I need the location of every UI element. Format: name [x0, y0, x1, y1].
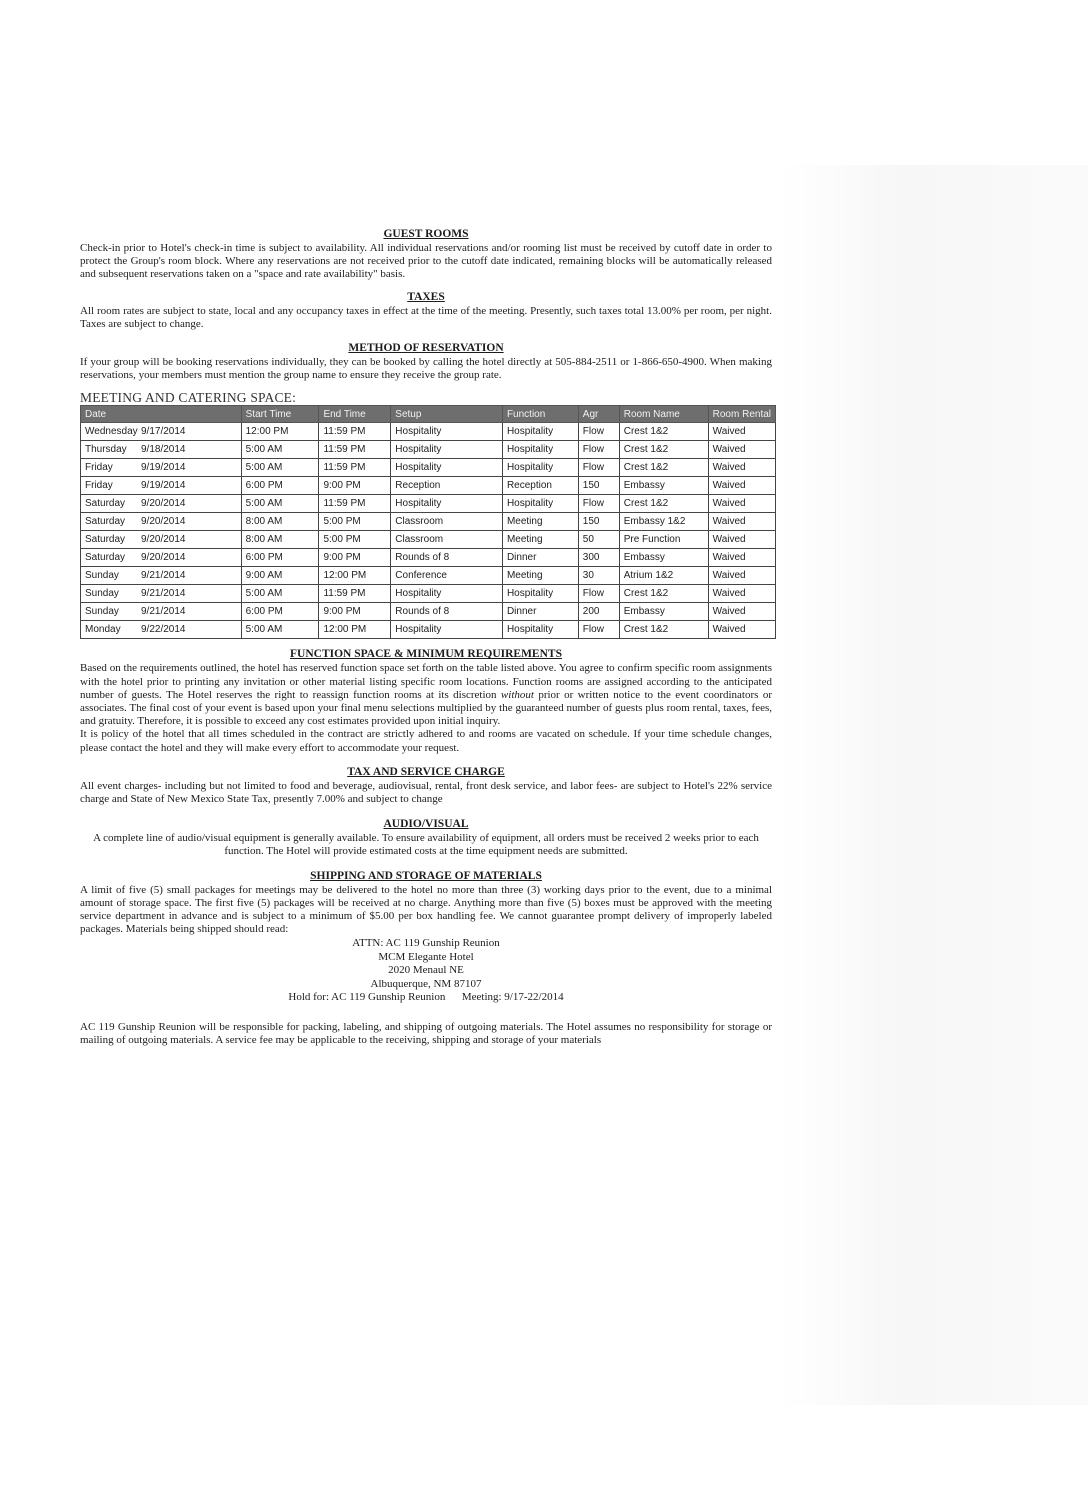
cell-day: Friday — [85, 480, 113, 492]
cell-agr: 200 — [578, 603, 619, 621]
guest-rooms-text: Check-in prior to Hotel's check-in time is subject to availability. All individual reservations and/or rooming list must be received by cutoff date in order to protect the Group's room block. Where any reservations are not received prior to the cutoff date indicated, remaining blocks will be automatically released and subsequent reservations taken on a "space and rate availability" basis. — [80, 242, 772, 281]
cell-room-name: Crest 1&2 — [619, 495, 708, 513]
cell-start-time: 6:00 PM — [241, 603, 319, 621]
cell-day: Saturday — [85, 498, 126, 510]
cell-room-rental: Waived — [708, 549, 775, 567]
cell-start-time: 6:00 PM — [241, 477, 319, 495]
cell-day: Wednesday — [85, 426, 138, 438]
table-row — [81, 603, 776, 621]
cell-end-time: 9:00 PM — [319, 549, 391, 567]
address-hold: Hold for: AC 119 Gunship Reunion Meeting: 9/17-22/2014 — [288, 991, 564, 1004]
cell-room-name: Embassy 1&2 — [619, 513, 708, 531]
cell-room-rental: Waived — [708, 585, 775, 603]
cell-end-time: 12:00 PM — [319, 621, 391, 639]
cell-date — [81, 549, 242, 567]
taxes-heading: TAXES — [407, 290, 445, 303]
cell-function: Hospitality — [502, 441, 578, 459]
cell-date-value: 9/20/2014 — [141, 552, 186, 564]
cell-setup: Rounds of 8 — [391, 603, 503, 621]
cell-agr: 300 — [578, 549, 619, 567]
function-space-policy: It is policy of the hotel that all times scheduled in the contract are strictly adhered to and rooms are vacated on schedule. If your time schedule changes, please contact the hotel and they will make every effort to accommodate your request. — [80, 728, 772, 754]
reservation-text: If your group will be booking reservations individually, they can be booked by calling the hotel directly at 505-884-2511 or 1-866-650-4900. When making reservations, your members must mention the group name to ensure they receive the group rate. — [80, 356, 772, 382]
cell-day: Saturday — [85, 552, 126, 564]
header-function: Function — [502, 406, 578, 423]
cell-agr: 30 — [578, 567, 619, 585]
cell-function: Hospitality — [502, 459, 578, 477]
cell-day: Sunday — [85, 588, 119, 600]
shipping-heading: SHIPPING AND STORAGE OF MATERIALS — [310, 869, 542, 882]
table-header-row — [81, 406, 776, 423]
cell-agr: 150 — [578, 477, 619, 495]
cell-start-time: 6:00 PM — [241, 549, 319, 567]
cell-room-rental: Waived — [708, 477, 775, 495]
cell-date-value: 9/20/2014 — [141, 516, 186, 528]
table-row — [81, 513, 776, 531]
cell-function: Meeting — [502, 513, 578, 531]
cell-agr: Flow — [578, 621, 619, 639]
cell-room-name: Atrium 1&2 — [619, 567, 708, 585]
cell-room-name: Embassy — [619, 603, 708, 621]
cell-date — [81, 495, 242, 513]
table-row — [81, 621, 776, 639]
table-row — [81, 531, 776, 549]
guest-rooms-heading: GUEST ROOMS — [383, 228, 469, 240]
cell-date — [81, 459, 242, 477]
header-room-name: Room Name — [619, 406, 708, 423]
table-row — [81, 549, 776, 567]
cell-day: Friday — [85, 462, 113, 474]
cell-room-rental: Waived — [708, 423, 775, 441]
audio-visual-text: A complete line of audio/visual equipment is generally available. To ensure availability of equipment, all orders must be received 2 weeks prior to each function. The Hotel will provide estimated costs at the time equipment needs are submitted. — [93, 832, 759, 858]
cell-agr: Flow — [578, 585, 619, 603]
cell-setup: Hospitality — [391, 423, 503, 441]
cell-room-rental: Waived — [708, 567, 775, 585]
cell-room-rental: Waived — [708, 603, 775, 621]
header-room-rental: Room Rental — [708, 406, 775, 423]
header-start-time: Start Time — [241, 406, 319, 423]
cell-room-name: Crest 1&2 — [619, 585, 708, 603]
function-space-text-a: Based on the requirements outlined, the hotel has reserved function space set forth on the table listed above. You agree to confirm specific room assignments with the hotel prior to printing any invitation or other material listing specific room locations. Function rooms are assigned according to the anticipated number of guests. The Hotel reserves the right to reassign function rooms at its discretion — [80, 662, 772, 701]
shipping-address — [80, 937, 772, 1004]
cell-end-time: 11:59 PM — [319, 423, 391, 441]
document-body — [80, 228, 772, 1047]
cell-date — [81, 441, 242, 459]
cell-room-rental: Waived — [708, 513, 775, 531]
taxes-text: All room rates are subject to state, local and any occupancy taxes in effect at the time of the meeting. Presently, such taxes total 13.00% per room, per night. Taxes are subject to change. — [80, 304, 772, 330]
address-attn: ATTN: AC 119 Gunship Reunion — [352, 937, 500, 950]
cell-end-time: 11:59 PM — [319, 441, 391, 459]
cell-end-time: 5:00 PM — [319, 531, 391, 549]
cell-room-name: Pre Function — [619, 531, 708, 549]
cell-end-time: 9:00 PM — [319, 477, 391, 495]
function-space-text-b: prior or written notice to the event coordinators or associates. The final cost of your event is based upon your final menu selections multiplied by the guaranteed number of guests plus room rental, taxes, fees, and gratuity. Therefore, it is possible to exceed any cost estimates provided upon initial inquiry. — [80, 688, 772, 728]
cell-date — [81, 603, 242, 621]
address-street: 2020 Menaul NE — [388, 964, 464, 977]
cell-room-name: Crest 1&2 — [619, 621, 708, 639]
cell-start-time: 9:00 AM — [241, 567, 319, 585]
cell-function: Reception — [502, 477, 578, 495]
cell-date-value: 9/19/2014 — [141, 462, 186, 474]
cell-date — [81, 513, 242, 531]
cell-setup: Classroom — [391, 513, 503, 531]
cell-start-time: 5:00 AM — [241, 495, 319, 513]
cell-date-value: 9/21/2014 — [141, 588, 186, 600]
cell-date-value: 9/19/2014 — [141, 480, 186, 492]
header-setup: Setup — [391, 406, 503, 423]
header-agr: Agr — [578, 406, 619, 423]
cell-agr: Flow — [578, 423, 619, 441]
cell-start-time: 5:00 AM — [241, 441, 319, 459]
cell-setup: Hospitality — [391, 441, 503, 459]
cell-function: Dinner — [502, 603, 578, 621]
cell-room-name: Crest 1&2 — [619, 441, 708, 459]
table-row — [81, 441, 776, 459]
cell-day: Sunday — [85, 606, 119, 618]
table-row — [81, 459, 776, 477]
cell-day: Sunday — [85, 570, 119, 582]
cell-end-time: 5:00 PM — [319, 513, 391, 531]
cell-end-time: 11:59 PM — [319, 585, 391, 603]
table-row — [81, 423, 776, 441]
cell-end-time: 9:00 PM — [319, 603, 391, 621]
cell-date-value: 9/20/2014 — [141, 498, 186, 510]
cell-day: Thursday — [85, 444, 127, 456]
cell-date-value: 9/18/2014 — [141, 444, 186, 456]
function-space-text — [80, 662, 772, 728]
cell-date — [81, 621, 242, 639]
cell-start-time: 12:00 PM — [241, 423, 319, 441]
cell-date-value: 9/17/2014 — [141, 426, 186, 438]
cell-day: Saturday — [85, 534, 126, 546]
cell-function: Hospitality — [502, 585, 578, 603]
table-row — [81, 495, 776, 513]
cell-agr: Flow — [578, 441, 619, 459]
cell-room-rental: Waived — [708, 441, 775, 459]
cell-setup: Rounds of 8 — [391, 549, 503, 567]
cell-room-rental: Waived — [708, 531, 775, 549]
table-row — [81, 567, 776, 585]
cell-date — [81, 567, 242, 585]
cell-setup: Reception — [391, 477, 503, 495]
cell-setup: Hospitality — [391, 585, 503, 603]
cell-function: Meeting — [502, 567, 578, 585]
cell-day: Saturday — [85, 516, 126, 528]
function-space-emphasis: without — [500, 688, 534, 701]
cell-end-time: 11:59 PM — [319, 495, 391, 513]
cell-setup: Hospitality — [391, 459, 503, 477]
meeting-catering-rows — [81, 423, 776, 639]
table-row — [81, 585, 776, 603]
cell-agr: 150 — [578, 513, 619, 531]
cell-date-value: 9/21/2014 — [141, 606, 186, 618]
cell-date — [81, 531, 242, 549]
cell-room-name: Embassy — [619, 477, 708, 495]
cell-start-time: 8:00 AM — [241, 513, 319, 531]
cell-room-rental: Waived — [708, 621, 775, 639]
cell-date — [81, 585, 242, 603]
address-city: Albuquerque, NM 87107 — [370, 977, 482, 990]
reservation-heading: METHOD OF RESERVATION — [348, 342, 504, 355]
cell-room-name: Crest 1&2 — [619, 423, 708, 441]
cell-room-rental: Waived — [708, 459, 775, 477]
audio-visual-heading: AUDIO/VISUAL — [383, 818, 469, 831]
cell-setup: Conference — [391, 567, 503, 585]
cell-end-time: 11:59 PM — [319, 459, 391, 477]
cell-date-value: 9/21/2014 — [141, 570, 186, 582]
cell-room-rental: Waived — [708, 495, 775, 513]
cell-setup: Classroom — [391, 531, 503, 549]
cell-date-value: 9/20/2014 — [141, 534, 186, 546]
tax-service-text: All event charges- including but not limited to food and beverage, audiovisual, rental, front desk service, and labor fees- are subject to Hotel's 22% service charge and State of New Mexico State Tax, presently 7.00% and subject to change — [80, 779, 772, 806]
cell-function: Dinner — [502, 549, 578, 567]
meeting-catering-table — [80, 405, 776, 639]
shipping-closing: AC 119 Gunship Reunion will be responsible for packing, labeling, and shipping of outgoing materials. The Hotel assumes no responsibility for storage or mailing of outgoing materials. A service fee may be applicable to the receiving, shipping and storage of your materials — [80, 1020, 772, 1046]
cell-date — [81, 423, 242, 441]
cell-setup: Hospitality — [391, 621, 503, 639]
cell-setup: Hospitality — [391, 495, 503, 513]
cell-room-name: Crest 1&2 — [619, 459, 708, 477]
cell-function: Hospitality — [502, 423, 578, 441]
cell-agr: Flow — [578, 459, 619, 477]
cell-date — [81, 477, 242, 495]
scan-shadow — [780, 165, 1088, 1405]
cell-room-name: Embassy — [619, 549, 708, 567]
cell-function: Meeting — [502, 531, 578, 549]
tax-service-heading: TAX AND SERVICE CHARGE — [347, 765, 505, 778]
shipping-text: A limit of five (5) small packages for meetings may be delivered to the hotel no more than three (3) working days prior to the event, due to a minimal amount of storage space. The first five (5) packages will be received at no charge. Anything more than five (5) boxes must be approved with the meeting service department in advance and is subject to a minimum of $5.00 per box handling fee. We cannot guarantee prompt delivery of improperly labeled packages. Materials being shipped should read: — [80, 883, 772, 936]
header-end-time: End Time — [319, 406, 391, 423]
cell-start-time: 5:00 AM — [241, 459, 319, 477]
cell-start-time: 5:00 AM — [241, 621, 319, 639]
cell-end-time: 12:00 PM — [319, 567, 391, 585]
cell-function: Hospitality — [502, 495, 578, 513]
cell-agr: 50 — [578, 531, 619, 549]
cell-agr: Flow — [578, 495, 619, 513]
function-space-heading: FUNCTION SPACE & MINIMUM REQUIREMENTS — [290, 648, 562, 661]
meeting-catering-label: MEETING AND CATERING SPACE: — [80, 390, 297, 406]
header-date: Date — [81, 406, 242, 423]
cell-function: Hospitality — [502, 621, 578, 639]
cell-date-value: 9/22/2014 — [141, 624, 186, 636]
cell-start-time: 8:00 AM — [241, 531, 319, 549]
table-row — [81, 477, 776, 495]
cell-start-time: 5:00 AM — [241, 585, 319, 603]
cell-day: Monday — [85, 624, 121, 636]
address-hotel: MCM Elegante Hotel — [378, 950, 474, 963]
